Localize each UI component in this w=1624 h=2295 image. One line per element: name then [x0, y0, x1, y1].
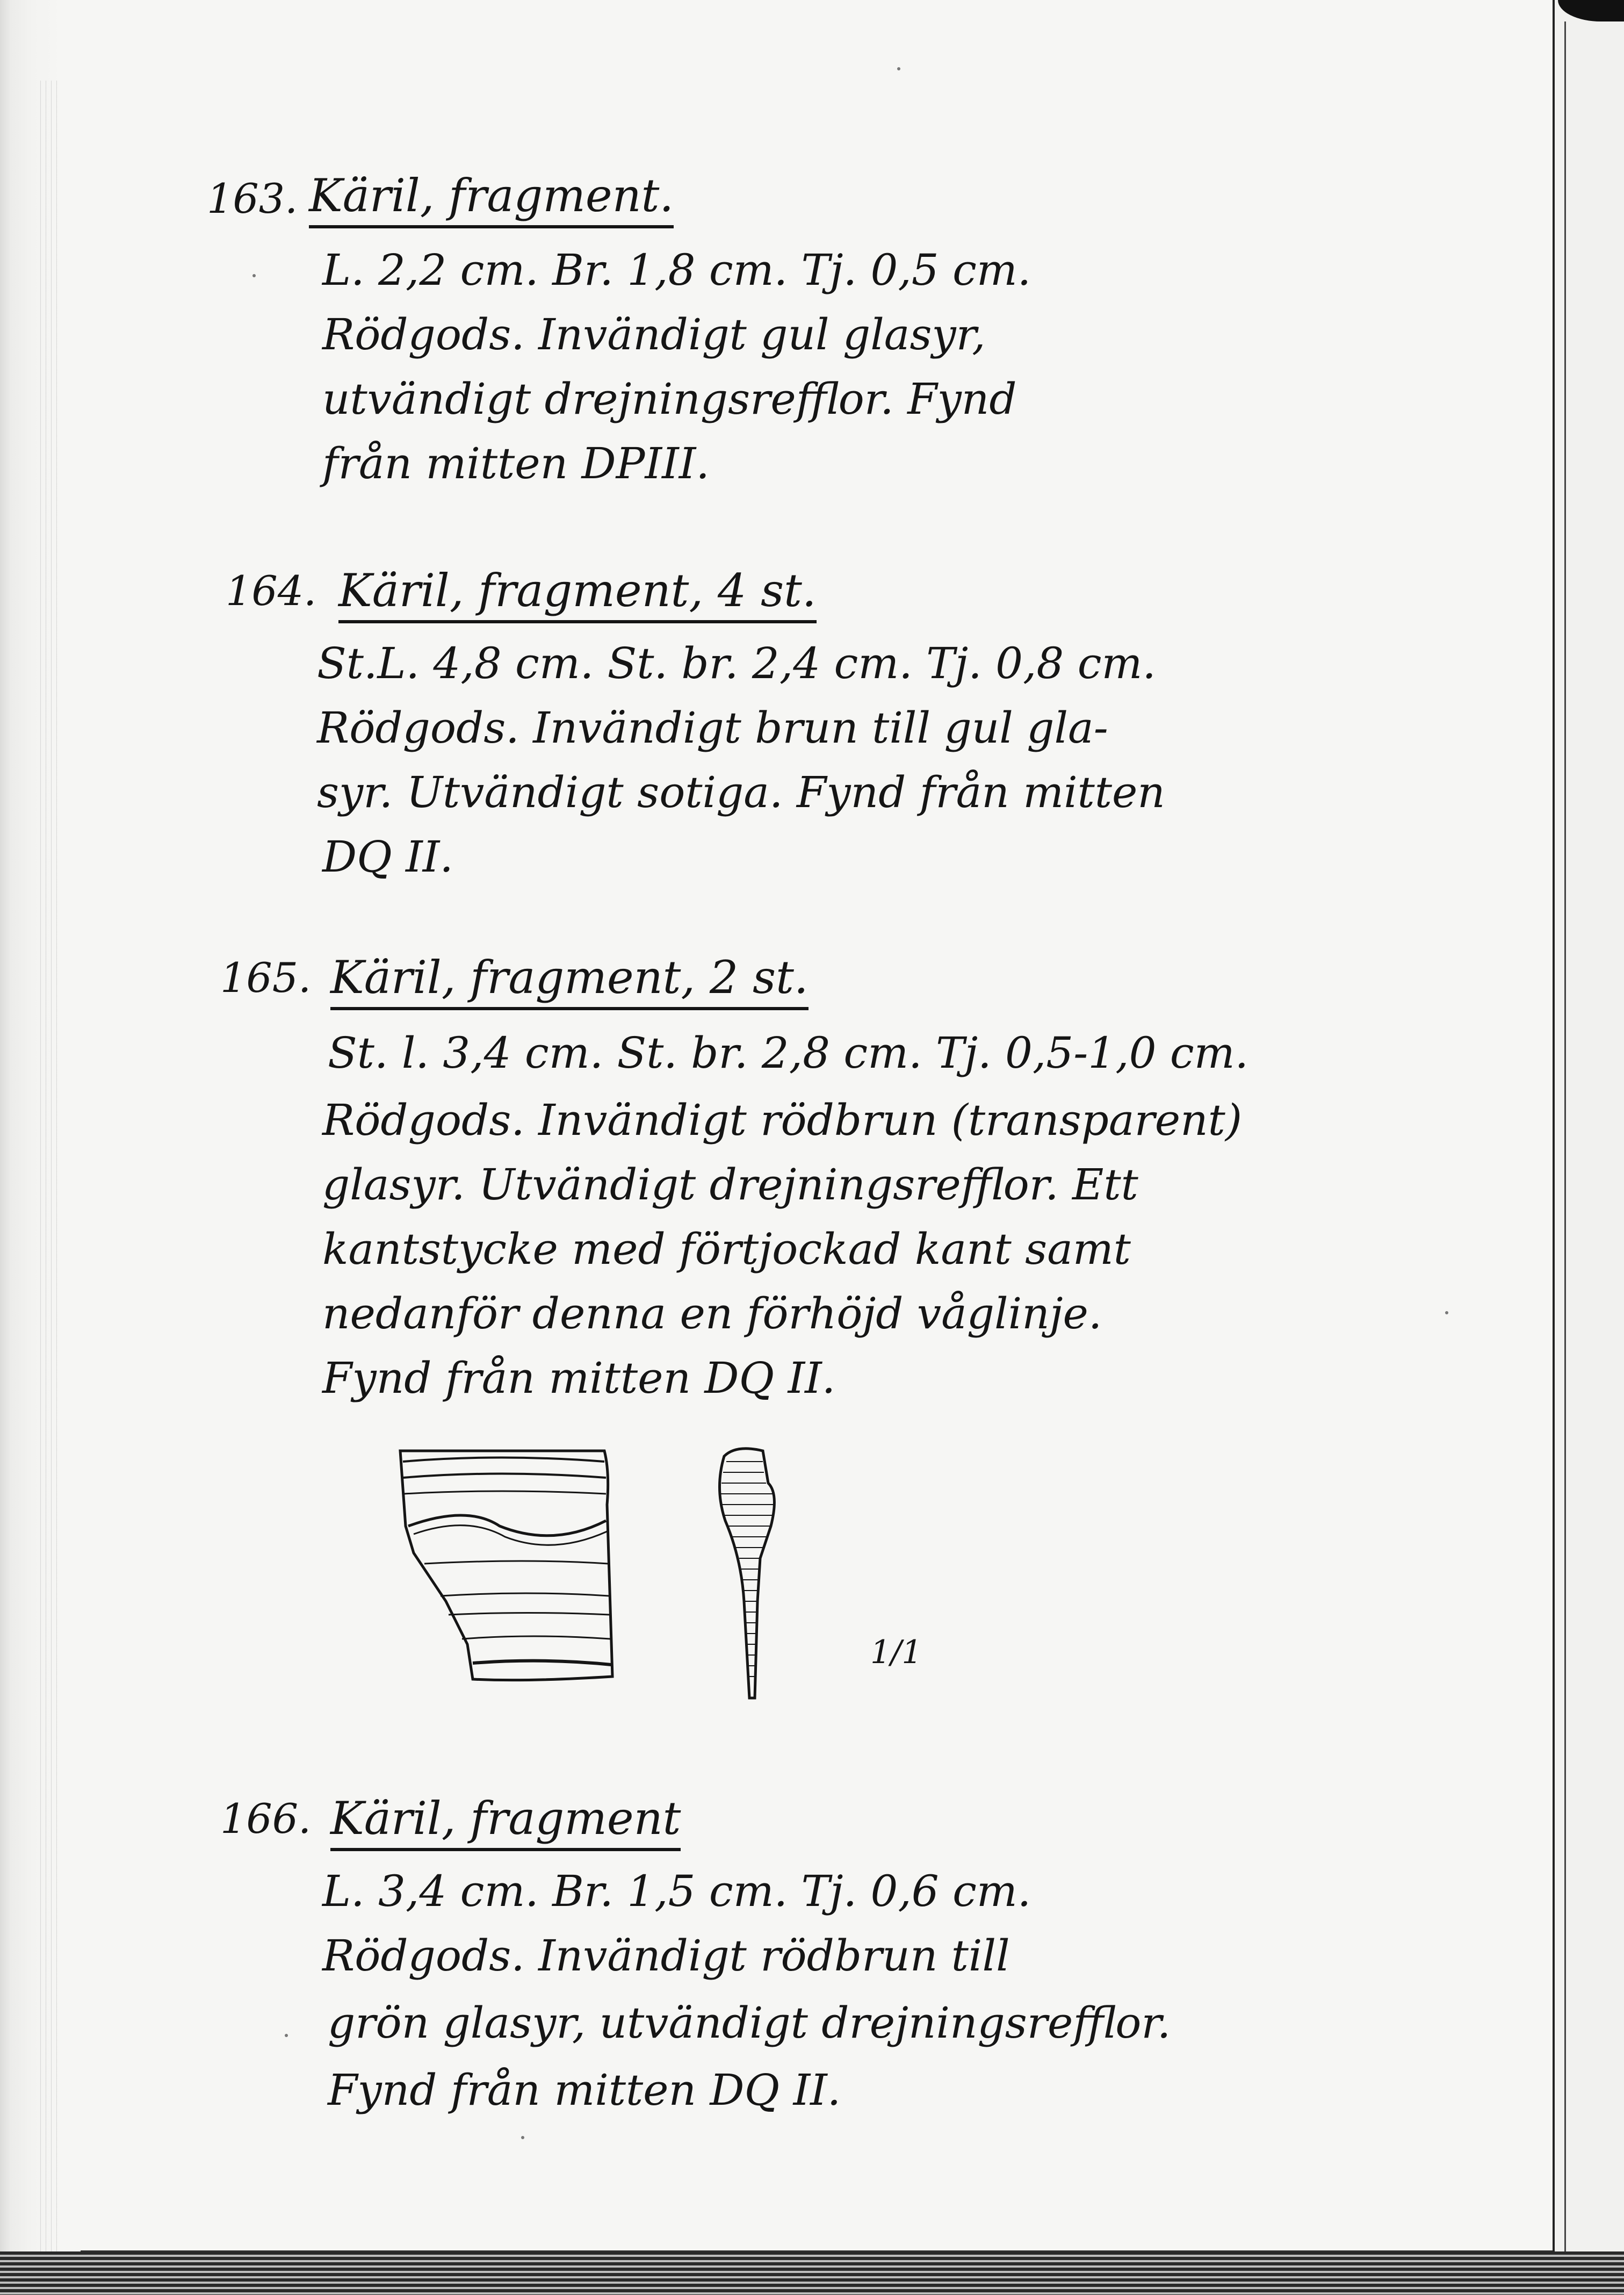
band-line	[424, 1561, 608, 1564]
wave-line	[414, 1526, 607, 1545]
entry-line: St. l. 3,4 cm. St. br. 2,8 cm. Tj. 0,5-1,0 cm.	[328, 1028, 1248, 1078]
band-line	[462, 1636, 610, 1639]
entry-line: Rödgods. Invändigt gul glasyr,	[322, 310, 986, 359]
scale-label: 1/1	[870, 1634, 922, 1671]
entry-line: glasyr. Utvändigt drejningsrefflor. Ett	[322, 1160, 1138, 1210]
entry-title: Käril, fragment, 4 st.	[338, 564, 817, 623]
band-line	[441, 1593, 609, 1596]
entry-line: L. 3,4 cm. Br. 1,5 cm. Tj. 0,6 cm.	[322, 1866, 1031, 1916]
entry-line: Fynd från mitten DQ II.	[322, 1353, 836, 1403]
paper-speck	[897, 67, 900, 70]
entry-number: 166.	[220, 1795, 312, 1843]
band-line	[404, 1491, 606, 1494]
rim-line	[403, 1474, 606, 1478]
entry-line: nedanför denna en förhöjd våglinje.	[322, 1289, 1102, 1339]
entry-number: 163.	[207, 175, 298, 222]
wave-line	[408, 1515, 606, 1536]
rim-line	[403, 1458, 604, 1462]
entry-line: Rödgods. Invändigt brun till gul gla-	[317, 703, 1108, 753]
paper-speck	[252, 274, 256, 277]
page-stack-bottom	[0, 2251, 1624, 2295]
entry-title: Käril, fragment	[330, 1792, 681, 1851]
entry-line: Fynd från mitten DQ II.	[328, 2065, 841, 2115]
entry-number: 165.	[220, 954, 312, 1002]
section-hatching	[721, 1462, 774, 1677]
entry-line: Rödgods. Invändigt rödbrun (transparent)	[322, 1095, 1243, 1145]
band-line	[449, 1613, 610, 1615]
sherd-outline	[400, 1451, 612, 1680]
paper-speck	[285, 2034, 288, 2037]
entry-line: L. 2,2 cm. Br. 1,8 cm. Tj. 0,5 cm.	[322, 245, 1031, 295]
page-edge-line	[1564, 21, 1570, 2268]
entry-title: Käril, fragment, 2 st.	[330, 951, 809, 1010]
entry-line: från mitten DPIII.	[322, 438, 710, 488]
entry-line: Rödgods. Invändigt rödbrun till	[322, 1931, 1010, 1981]
entry-line: St.L. 4,8 cm. St. br. 2,4 cm. Tj. 0,8 cm.	[317, 638, 1156, 688]
entry-line: grön glasyr, utvändigt drejningsrefflor.	[328, 1998, 1171, 2048]
entry-line: DQ II.	[322, 832, 453, 882]
paper-speck	[521, 2136, 524, 2139]
entry-title: Käril, fragment.	[309, 169, 674, 228]
next-page-edge	[1553, 0, 1624, 2295]
base-line	[473, 1661, 611, 1665]
entry-number: 164.	[226, 567, 317, 615]
entry-line: syr. Utvändigt sotiga. Fynd från mitten	[317, 767, 1165, 817]
paper-speck	[1445, 1311, 1448, 1314]
entry-line: utvändigt drejningsrefflor. Fynd	[322, 374, 1017, 424]
page-edges-left	[38, 81, 59, 2257]
entry-line: kantstycke med förtjockad kant samt	[322, 1224, 1131, 1274]
profile-section	[719, 1449, 774, 1698]
